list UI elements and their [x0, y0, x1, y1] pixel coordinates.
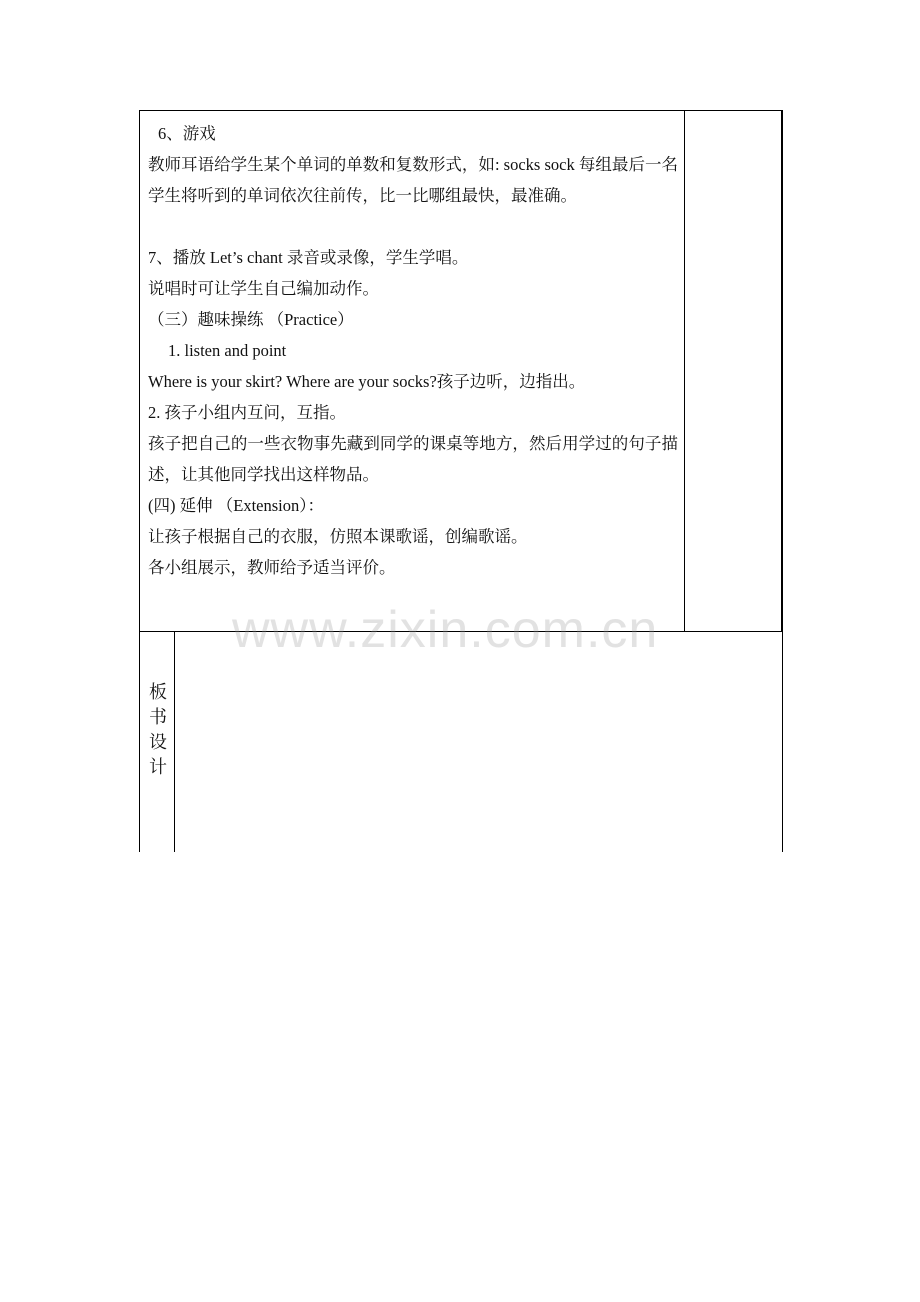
board-label-char: 书	[149, 707, 167, 727]
content-column-divider	[684, 110, 685, 631]
listen-point-description: Where is your skirt? Where are your socks?孩子边听，边指出。	[148, 372, 586, 391]
chant-step: 7、播放 Let’s chant 录音或录像，学生学唱。	[148, 248, 469, 267]
show-evaluation: 各小组展示，教师给予适当评价。	[148, 558, 396, 577]
extension-heading: (四) 延伸 （Extension）：	[148, 496, 324, 515]
group-item: 2. 孩子小组内互问，互指。	[148, 403, 346, 422]
table-top-border	[139, 110, 783, 111]
game-heading: 6、游戏	[158, 124, 216, 143]
group-description: 孩子把自己的一些衣物事先藏到同学的课桌等地方，然后用学过的句子描述，让其他同学找出这样物品。	[148, 434, 678, 484]
game-description: 教师耳语给学生某个单词的单数和复数形式，如: socks sock 每组最后一名学生将听到的单词依次往前传，比一比哪组最快，最准确。	[148, 155, 678, 205]
label-column-divider	[174, 631, 175, 852]
spacer	[148, 211, 678, 242]
table-right-border-lower	[782, 631, 783, 852]
watermark: www.zixin.com.cn	[232, 601, 659, 659]
practice-heading: （三）趣味操练 （Practice）	[148, 310, 354, 329]
board-label-char: 板	[149, 682, 167, 702]
extension-description: 让孩子根据自己的衣服，仿照本课歌谣，创编歌谣。	[148, 527, 528, 546]
table-right-border-upper	[781, 110, 783, 631]
lesson-content-cell	[148, 118, 678, 583]
chant-note: 说唱时可让学生自己编加动作。	[148, 279, 379, 298]
table-left-border	[139, 110, 140, 852]
board-label-char: 设	[149, 732, 167, 752]
listen-point-item: 1. listen and point	[168, 341, 287, 360]
board-design-label	[146, 680, 170, 780]
board-label-char: 计	[149, 757, 167, 777]
